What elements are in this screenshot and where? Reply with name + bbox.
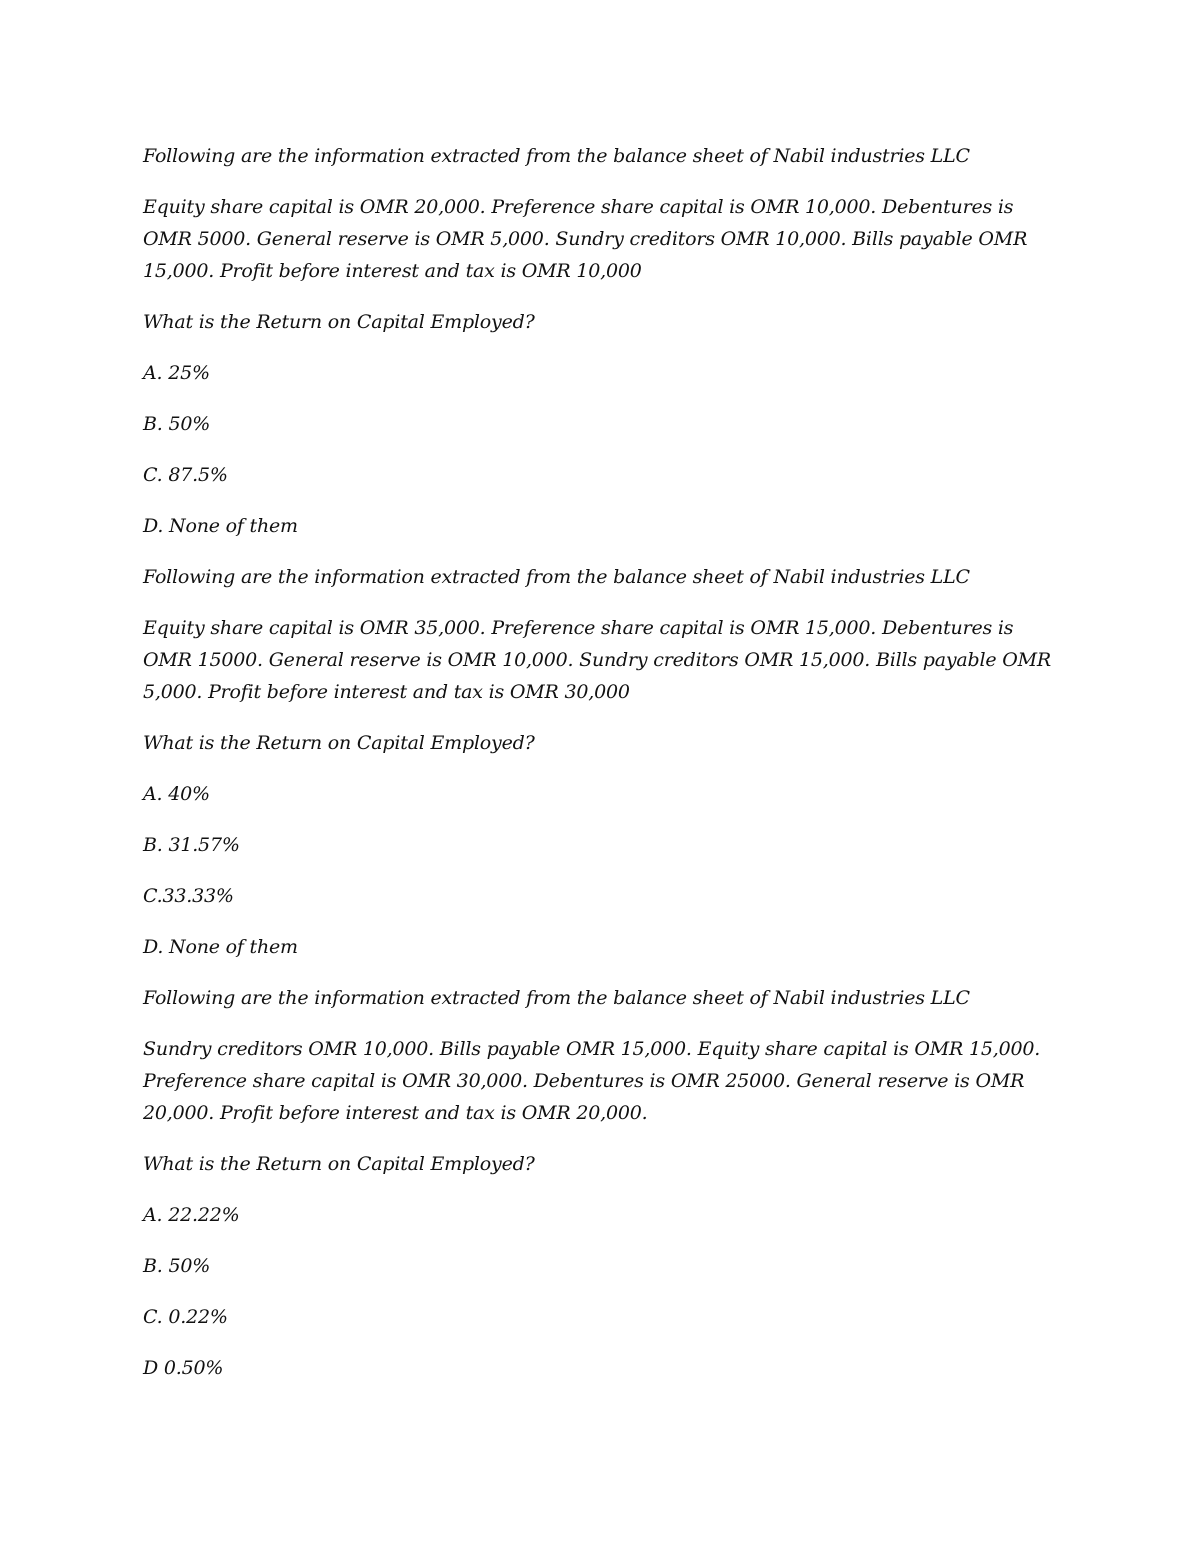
question-block-3: [143, 982, 1063, 1384]
option-a: A. 22.22%: [143, 1204, 240, 1226]
question-details: Sundry creditors OMR 10,000. Bills payable OMR 15,000. Equity share capital is OMR 15,000. Preference share capital is OMR 30,000. Debentures is OMR 25000. General reserve is OMR 20,000. Profit before interest and tax is OMR 20,000.: [143, 1038, 1041, 1124]
option-b: B. 50%: [143, 1255, 211, 1277]
question-details: Equity share capital is OMR 35,000. Preference share capital is OMR 15,000. Debentures is OMR 15000. General reserve is OMR 10,000. Sundry creditors OMR 15,000. Bills payable OMR 5,000. Profit before interest and tax is OMR 30,000: [143, 617, 1051, 703]
option-c: C. 87.5%: [143, 464, 228, 486]
option-a: A. 40%: [143, 783, 210, 805]
question-intro: Following are the information extracted from the balance sheet of Nabil industries LLC: [143, 987, 970, 1009]
question-text: What is the Return on Capital Employed?: [143, 732, 535, 754]
option-b: B. 31.57%: [143, 834, 240, 856]
question-intro: Following are the information extracted from the balance sheet of Nabil industries LLC: [143, 145, 970, 167]
question-text: What is the Return on Capital Employed?: [143, 311, 535, 333]
document-body: [143, 140, 1063, 1403]
option-b: B. 50%: [143, 413, 211, 435]
question-details: Equity share capital is OMR 20,000. Preference share capital is OMR 10,000. Debentures is OMR 5000. General reserve is OMR 5,000. Sundry creditors OMR 10,000. Bills payable OMR 15,000. Profit before interest and tax is OMR 10,000: [143, 196, 1028, 282]
option-d: D. None of them: [143, 936, 298, 958]
question-block-1: [143, 140, 1063, 542]
option-c: C.33.33%: [143, 885, 234, 907]
question-text: What is the Return on Capital Employed?: [143, 1153, 535, 1175]
option-d: D 0.50%: [143, 1357, 224, 1379]
question-block-2: [143, 561, 1063, 963]
question-intro: Following are the information extracted from the balance sheet of Nabil industries LLC: [143, 566, 970, 588]
option-a: A. 25%: [143, 362, 210, 384]
option-d: D. None of them: [143, 515, 298, 537]
option-c: C. 0.22%: [143, 1306, 228, 1328]
